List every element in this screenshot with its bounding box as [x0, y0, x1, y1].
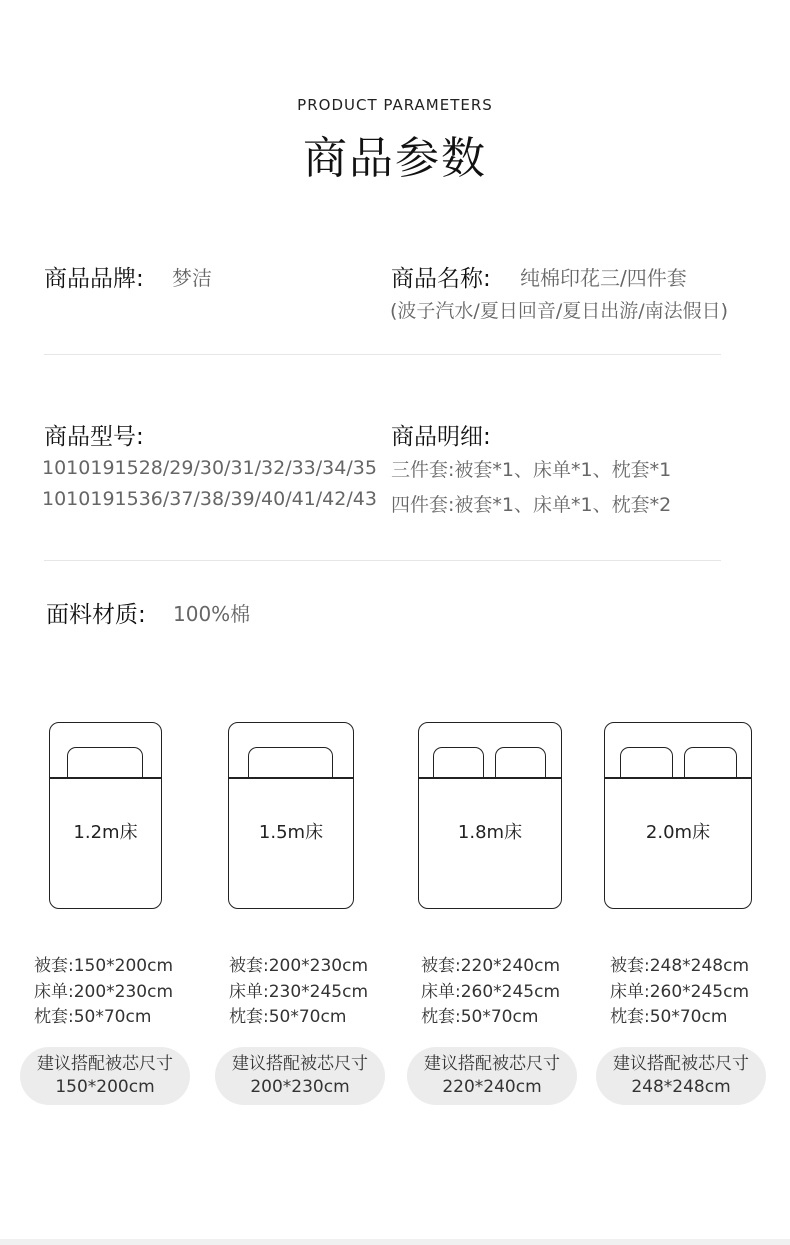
suggest-size: 200*230cm [250, 1077, 350, 1097]
bed-diagram [418, 722, 562, 909]
pillow-icon [67, 747, 143, 778]
divider [44, 354, 721, 355]
pillowcase-size: 枕套:50*70cm [34, 1007, 152, 1027]
bed-diagram [49, 722, 162, 909]
sheet-size: 床单:260*245cm [610, 981, 750, 1002]
detail-line: 四件套:被套*1、床单*1、枕套*2 [391, 494, 672, 516]
bed-fold-line [419, 777, 561, 779]
duvet-size: 被套:150*200cm [34, 956, 174, 976]
suggest-size: 150*200cm [55, 1077, 155, 1097]
suggest-label: 建议搭配被芯尺寸 [232, 1054, 368, 1074]
pillow-icon [684, 747, 737, 778]
divider [44, 560, 721, 561]
bed-spec [610, 954, 749, 1031]
bed-size-label: 2.0m床 [645, 822, 711, 843]
bed-diagram [228, 722, 354, 909]
bed-diagram [604, 722, 752, 909]
bottom-bar [0, 1239, 790, 1245]
sheet-size: 床单:200*230cm [34, 981, 174, 1002]
pillowcase-size: 枕套:50*70cm [610, 1007, 728, 1027]
material-label: 面料材质: [46, 602, 146, 628]
product-name-value: 纯棉印花三/四件套 [520, 266, 687, 290]
suggest-size: 220*240cm [442, 1077, 542, 1097]
bed-size-label: 1.5m床 [258, 822, 324, 843]
model-line: 1010191536/37/38/39/40/41/42/43 [42, 488, 377, 510]
brand-value: 梦洁 [172, 266, 212, 290]
bed-spec [34, 954, 173, 1031]
duvet-size: 被套:248*248cm [610, 956, 750, 976]
sheet-size: 床单:260*245cm [421, 981, 561, 1002]
bed-size-label: 1.2m床 [73, 822, 138, 843]
product-name-label: 商品名称: [391, 266, 491, 292]
sheet-size: 床单:230*245cm [229, 981, 369, 1002]
suggest-label: 建议搭配被芯尺寸 [424, 1054, 560, 1074]
pillowcase-size: 枕套:50*70cm [421, 1007, 539, 1027]
pillow-icon [433, 747, 484, 778]
bed-size-label: 1.8m床 [457, 822, 523, 843]
pillow-icon [495, 747, 546, 778]
bed-spec [421, 954, 560, 1031]
bed-fold-line [605, 777, 751, 779]
page-title: 商品参数 [303, 133, 487, 184]
pillow-icon [620, 747, 673, 778]
brand-label: 商品品牌: [44, 266, 144, 292]
suggest-label: 建议搭配被芯尺寸 [37, 1054, 173, 1074]
material-value: 100%棉 [173, 602, 251, 626]
model-label: 商品型号: [44, 424, 144, 450]
suggest-badge [215, 1047, 385, 1105]
bed-fold-line [229, 777, 353, 779]
pillowcase-size: 枕套:50*70cm [229, 1007, 347, 1027]
suggest-badge [407, 1047, 577, 1105]
duvet-size: 被套:220*240cm [421, 956, 561, 976]
pillow-icon [248, 747, 333, 778]
suggest-badge [596, 1047, 766, 1105]
detail-label: 商品明细: [391, 424, 491, 450]
duvet-size: 被套:200*230cm [229, 956, 369, 976]
model-line: 1010191528/29/30/31/32/33/34/35 [42, 457, 377, 479]
suggest-size: 248*248cm [631, 1077, 731, 1097]
product-name-value-line2: (波子汽水/夏日回音/夏日出游/南法假日) [390, 300, 729, 322]
detail-line: 三件套:被套*1、床单*1、枕套*1 [391, 459, 672, 481]
suggest-badge [20, 1047, 190, 1105]
bed-fold-line [50, 777, 161, 779]
suggest-label: 建议搭配被芯尺寸 [613, 1054, 749, 1074]
subtitle-en: PRODUCT PARAMETERS [297, 96, 493, 114]
bed-spec [229, 954, 368, 1031]
